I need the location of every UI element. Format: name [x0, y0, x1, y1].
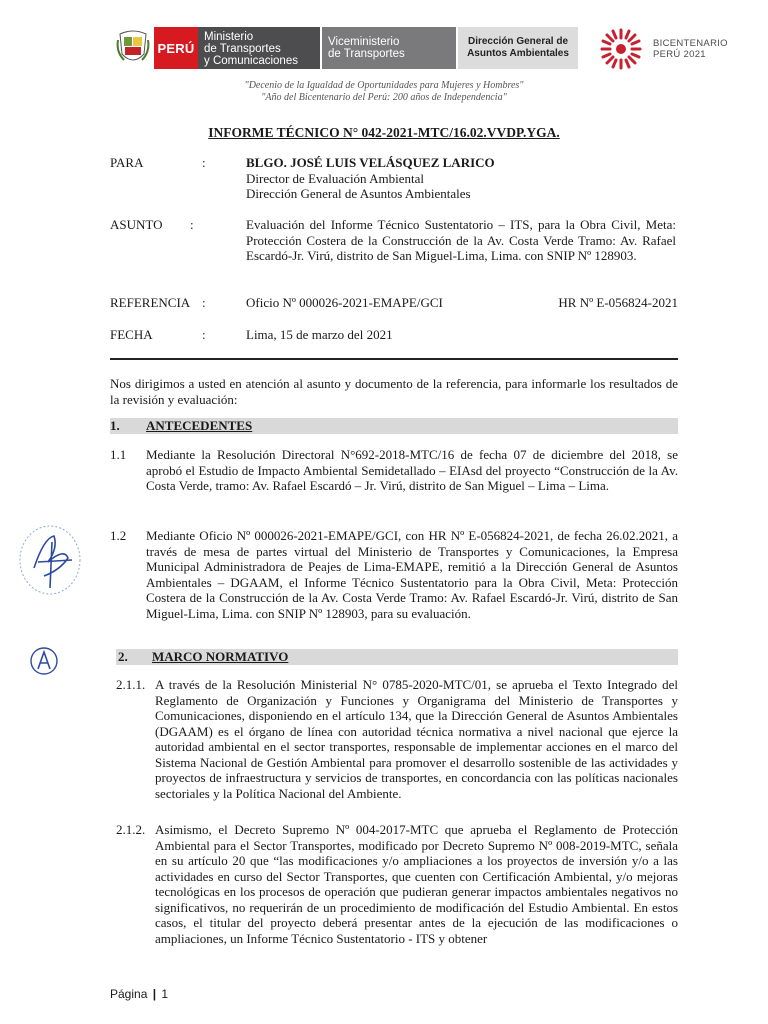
initials-mark [28, 644, 60, 678]
item-1-1-text: Mediante la Resolución Directoral N°692-2018-MTC/16 de fecha 07 de diciembre del 2018, se aprobó el Estudio de Impacto Ambiental Semidetallado – EIAsd del proyecto “Construcción de la Av. Costa Verde, tramo: Av. Rafael Escardó – Jr. Virú, distrito de San Miguel – Lima – Lima. [146, 447, 678, 493]
referencia-hr: HR Nº E-056824-2021 [558, 295, 678, 310]
referencia-block [110, 295, 678, 311]
header-divider [110, 358, 678, 360]
item-1-1-number: 1.1 [110, 447, 127, 462]
bicentenario-logo [595, 26, 728, 72]
item-2-1-1-number: 2.1.1. [116, 677, 146, 692]
addressee-position: Director de Evaluación Ambiental [246, 170, 424, 186]
bicentenario-icon [595, 26, 647, 72]
decenio-motto: "Decenio de la Igualdad de Oportunidades para Mujeres y Hombres" "Año del Bicentenario del Perú: 200 años de Independencia" [244, 80, 524, 103]
section-2-heading [116, 649, 678, 665]
section-2-number: 2. [118, 649, 128, 664]
footer-page-number: 1 [161, 987, 169, 1001]
fecha-label: FECHA [110, 327, 153, 342]
fecha-block [110, 327, 678, 343]
section-1-title: ANTECEDENTES [146, 418, 253, 433]
footer-page-label: Página [110, 987, 148, 1001]
para-value [246, 155, 676, 202]
referencia-oficio: Oficio Nº 000026-2021-EMAPE/GCI [246, 295, 443, 310]
section-1-number: 1. [110, 418, 120, 433]
item-2-1-2-number: 2.1.2. [116, 822, 146, 837]
addressee-name: BLGO. JOSÉ LUIS VELÁSQUEZ LARICO [246, 155, 495, 170]
signature-scribble [14, 518, 86, 598]
item-2-1-1-text: A través de la Resolución Ministerial N° 0785-2020-MTC/01, se aprueba el Texto Integrado del Reglamento de Organización y Funciones y Organigrama del Ministerio de Transportes y Comunicaciones, disponiendo en el artículo 134, que la Dirección General de Asuntos Ambientales (DGAAM) es el órgano de línea con autoridad técnica normativa a nivel nacional que ejerce la autoridad ambiental en el sector transportes, responsable de implementar acciones en el marco del Sistema Nacional de Gestión Ambiental para promover el desarrollo sostenible de las actividades y proyectos de infraestructura y servicios de transportes, en concordancia con las políticas nacionales sectoriales y la Política Nacional del Ambiente. [155, 677, 678, 801]
item-1-2-text: Mediante Oficio Nº 000026-2021-EMAPE/GCI, con HR Nº E-056824-2021, de fecha 26.02.2021, a través de mesa de partes virtual del Ministerio de Transportes y Comunicaciones, la Empresa Municipal Administradora de Peajes de Lima-EMAPE, remitió a la Dirección General de Asuntos Ambientales – DGAAM, el Informe Técnico Sustentatorio para la Obra Civil, Meta: Protección Costera de la Construcción de la Av. Costa Verde Tramo: Av. Rafael Escardó-Jr. Virú, distrito de San Miguel-Lima, Lima. con SNIP Nº 128903, para su evaluación. [146, 528, 678, 621]
fecha-colon: : [202, 327, 206, 342]
asunto-colon: : [190, 217, 194, 232]
peru-logo: PERÚ [154, 27, 198, 69]
item-1-2-number: 1.2 [110, 528, 127, 543]
addressee-office: Dirección General de Asuntos Ambientales [246, 186, 471, 201]
fecha-value: Lima, 15 de marzo del 2021 [246, 327, 393, 342]
viceministerio-logo: Viceministerio de Transportes [322, 27, 456, 69]
bicentenario-text: BICENTENARIO PERÚ 2021 [653, 38, 728, 60]
footer-separator: | [152, 987, 157, 1001]
asunto-label: ASUNTO [110, 217, 163, 232]
section-1-heading [110, 418, 678, 434]
section-2-title: MARCO NORMATIVO [152, 649, 289, 664]
asunto-value: Evaluación del Informe Técnico Sustentatorio – ITS, para la Obra Civil, Meta: Protección Costera de la Construcción de la Av. Costa Verde Tramo: Av. Rafael Escardó-Jr. Virú, distrito de San Miguel-Lima, Lima. con SNIP Nº 128903. [246, 217, 676, 263]
ministerio-logo: Ministerio de Transportes y Comunicaciones [198, 27, 320, 69]
page-footer [110, 987, 168, 1001]
para-colon: : [202, 155, 206, 170]
intro-paragraph: Nos dirigimos a usted en atención al asunto y documento de la referencia, para informarle los resultados de la revisión y evaluación: [110, 376, 678, 407]
item-2-1-2-text: Asimismo, el Decreto Supremo Nº 004-2017-MTC que aprueba el Reglamento de Protección Ambiental para el Sector Transportes, modificado por Decreto Supremo Nº 008-2019-MTC, señala en su artículo 20 que “las modificaciones y/o ampliaciones a los proyectos de inversión y/o a las actividades en curso del Sector Transportes, que cuenten con Certificación Ambiental, y/o mejoras tecnológicas en los procesos de operación que pudieran generar impactos ambientales negativos no significativos, no requerirán de un procedimiento de modificación del Estudio Ambiental. En estos casos, el titular del proyecto deberá presentar antes de la ejecución de las modificaciones o ampliaciones, un Informe Técnico Sustentatorio - ITS y obtener [155, 822, 678, 946]
para-label: PARA [110, 155, 144, 170]
referencia-colon: : [202, 295, 206, 310]
header-banner [116, 26, 578, 70]
coat-of-arms-icon [116, 28, 150, 68]
document-title: INFORME TÉCNICO N° 042-2021-MTC/16.02.VVDP.YGA. [208, 125, 560, 140]
asunto-block [110, 217, 678, 281]
direccion-general-logo: Dirección General de Asuntos Ambientales [458, 27, 578, 69]
para-block [110, 155, 678, 205]
referencia-label: REFERENCIA [110, 295, 191, 310]
